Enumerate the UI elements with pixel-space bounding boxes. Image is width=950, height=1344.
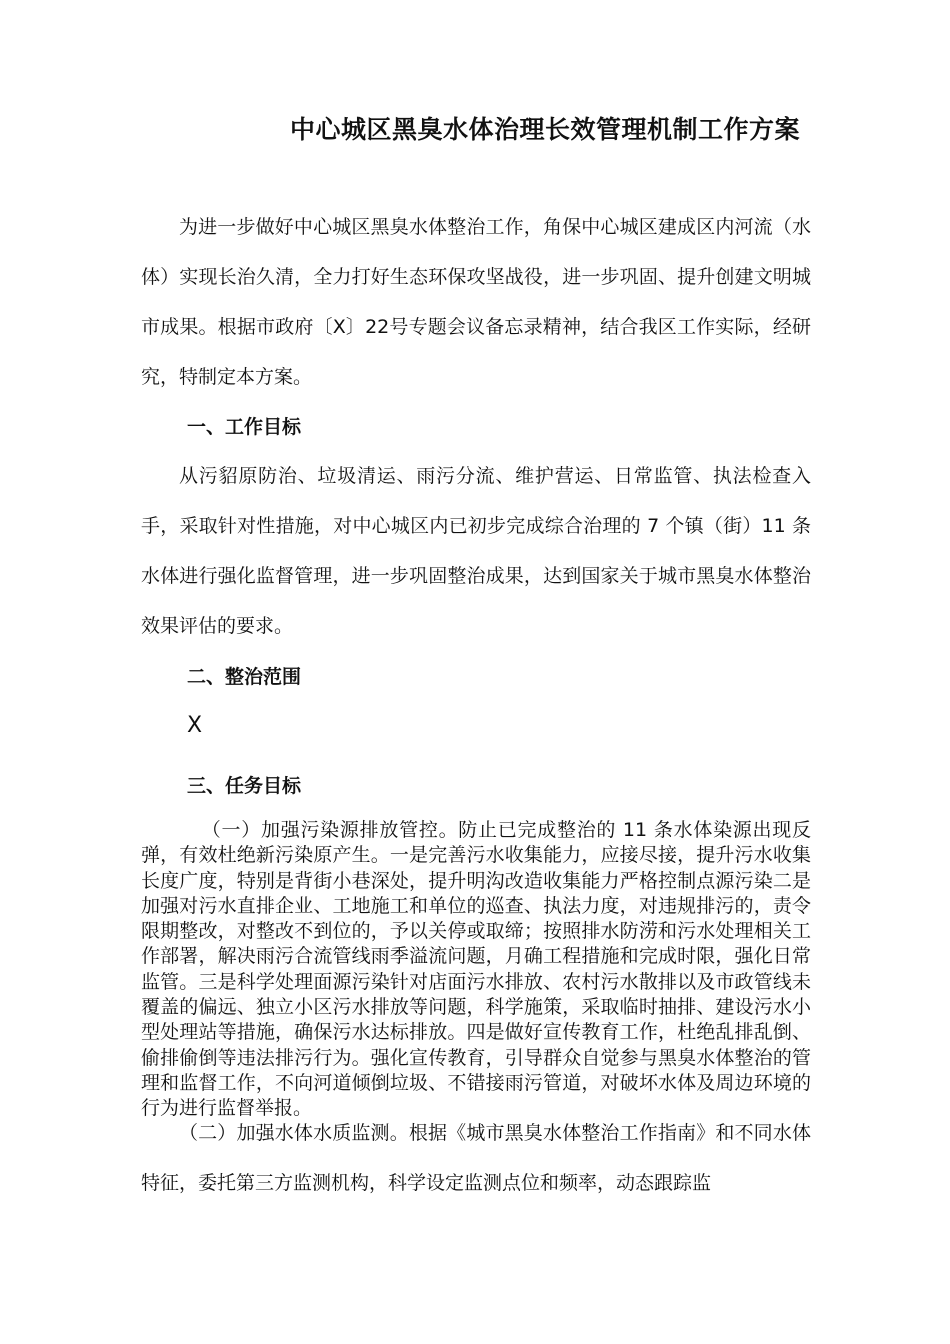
document-title: 中心城区黑臭水体治理长效管理机制工作方案 <box>289 115 800 144</box>
section-heading-tasks: 三、任务目标 <box>187 775 302 797</box>
section-heading-scope: 二、整治范围 <box>187 666 302 688</box>
intro-paragraph: 为进一步做好中心城区黑臭水体整治工作，角保中心城区建成区内河流（水体）实现长治久清，全力打好生态环保攻坚战役，进一步巩固、提升创建文明城市成果。根据市政府〔X〕22号专题会议备忘录精神，结合我区工作实际，经研究，特制定本方案。 <box>141 216 811 388</box>
task-1-paragraph: （一）加强污染源排放管控。防止已完成整治的 11 条水体染源出现反弹，有效杜绝新污染原产生。一是完善污水收集能力，应接尽接，提升污水收集长度广度，特别是背街小巷深处，提升明沟改造收集能力严格控制点源污染二是加强对污水直排企业、工地施工和单位的巡查、执法力度，对违规排污的，责令限期整改，对整改不到位的，予以关停或取缔；按照排水防涝和污水处理相关工作部署，解决雨污合流管线雨季溢流问题，月确工程措施和完成时限，强化日常监管。三是科学处理面源污染针对店面污水排放、农村污水散排以及市政管线未覆盖的偏远、独立小区污水排放等问题，科学施策，采取临时抽排、建设污水小型处理站等措施，确保污水达标排放。四是做好宣传教育工作，杜绝乱排乱倒、偷排偷倒等违法排污行为。强化宣传教育，引导群众自觉参与黑臭水体整治的管理和监督工作，不向河道倾倒垃圾、不错接雨污管道，对破坏水体及周边环境的行为进行监督举报。 <box>141 819 811 1120</box>
scope-placeholder: X <box>187 713 203 738</box>
goals-paragraph: 从污貂原防治、垃圾清运、雨污分流、维护营运、日常监管、执法检查入手，采取针对性措施，对中心城区内已初步完成综合治理的 7 个镇（街）11 条水体进行强化监督管理，进一步巩固整治成果，达到国家关于城市黑臭水体整治效果评估的要求。 <box>141 465 811 637</box>
task-2-paragraph: （二）加强水体水质监测。根据《城市黑臭水体整治工作指南》和不同水体特征，委托第三方监测机构，科学设定监测点位和频率，动态跟踪监 <box>141 1122 811 1194</box>
section-heading-goals: 一、工作目标 <box>187 416 302 438</box>
